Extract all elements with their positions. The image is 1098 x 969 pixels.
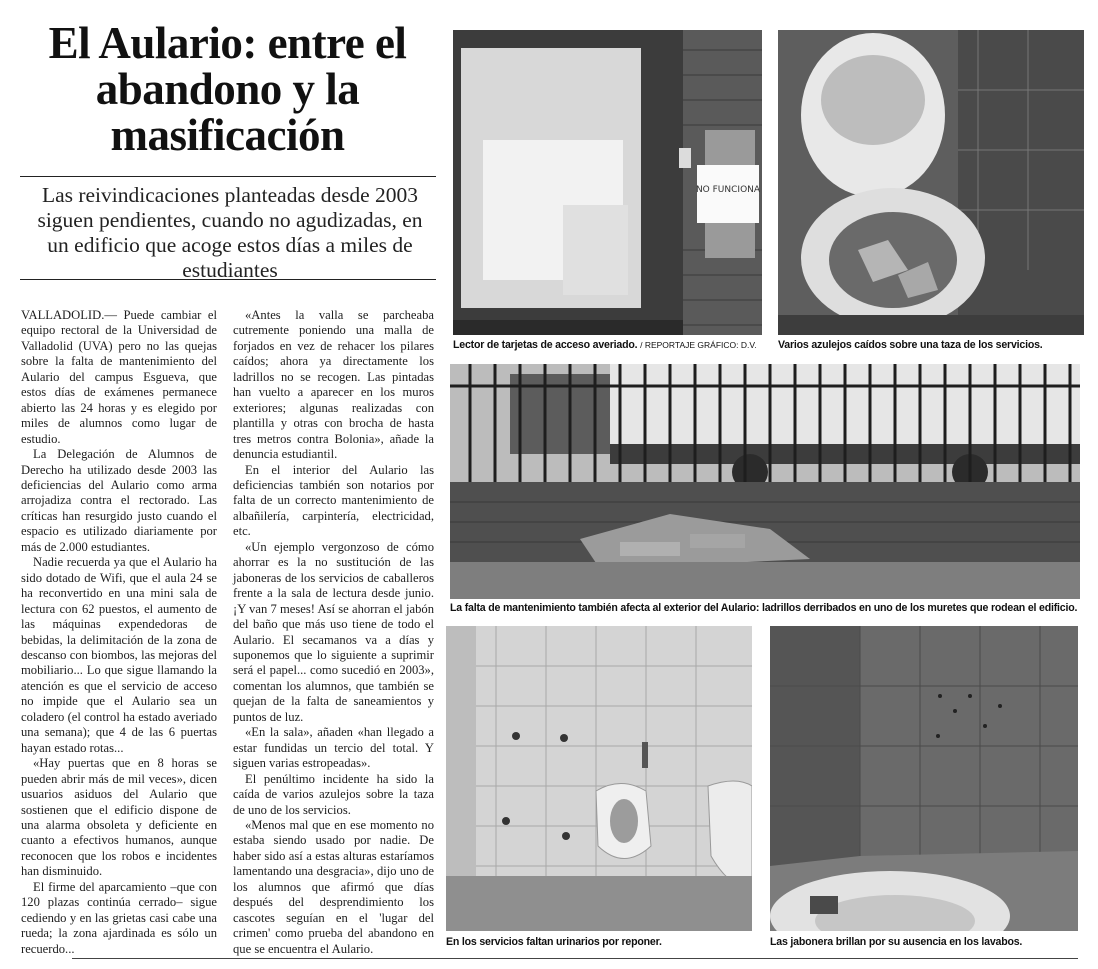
- sign-text: NO FUNCIONA: [695, 185, 761, 195]
- photo-fence-bricks: [450, 364, 1080, 599]
- paragraph: El firme del aparcamiento –que con 120 plazas continúa cerrado– sigue cediendo y en las grietas casi cabe una rueda; la zona ajardinada es sólo un recuerdo...: [21, 879, 217, 956]
- article-column-2: [233, 308, 434, 957]
- caption-text: Lector de tarjetas de acceso averiado.: [453, 339, 638, 351]
- paragraph: «En la sala», añaden «han llegado a estar fundidas un tercio del total. Y siguen varias estropeadas».: [233, 725, 434, 771]
- caption-fence: La falta de mantenimiento también afecta al exterior del Aulario: ladrillos derribados en uno de los muretes que rodean el edificio.: [450, 602, 1078, 614]
- paragraph: «Antes la valla se parcheaba cutremente poniendo una malla de forjados en vez de rehacer los pilares caídos; ahora ya directamente los ladrillos no se recogen. Las pintadas han vuelto a aparecer en los muros exteriores; algunas realizadas con plantilla y otras con brocha de hasta tres metros contra Bolonia», añade la denuncia estudiantil.: [233, 308, 434, 462]
- subheadline: Las reivindicaciones planteadas desde 2003 siguen pendientes, cuando no agudizadas, en un edificio que acoge estos días a miles de estudiantes: [37, 183, 423, 282]
- paragraph: Nadie recuerda ya que el Aulario ha sido dotado de Wifi, que el aula 24 se ha reconvertido en una mini sala de lectura con 62 puestos, el aumento de las máquinas expendedoras de bebidas, la delimitación de la zona de descanso con biombos, las mejoras del mobiliario... Lo que sigue llamando la atención es que el servicio de acceso no impide que el Aulario sea un coladero (el control ha estado averiado una semana); que 4 de las 6 puertas hayan estado rotas...: [21, 555, 217, 755]
- headline-rule: [20, 176, 436, 177]
- bottom-rule: [72, 958, 1078, 959]
- photo-door-card-reader: [453, 30, 762, 335]
- paragraph: «Hay puertas que en 8 horas se pueden abrir más de mil veces», dicen usuarios asiduos del Aulario que sostienen que el edificio dispone de una alarma obsoleta y deficiente en cuanto a efectivos humanos, aunque reconocen que los robos e incidentes han disminuido.: [21, 756, 217, 879]
- paragraph: «Un ejemplo vergonzoso de cómo ahorrar es la no sustitución de las jaboneras de los servicios de caballeros frente a la sala de lectura desde junio. ¡Y van 7 meses! Así se ahorran el jabón del baño que más uso tiene de todo el Aulario. El secamanos va a días y suponemos que lo siguiente a suprimir será el papel... como sucedió en 2003», comentan los alumnos, que también se quejan de la falta de saneamientos y puntos de luz.: [233, 539, 434, 724]
- photo-credit: / REPORTAJE GRÁFICO: D.V.: [640, 340, 757, 350]
- caption-sink: Las jabonera brillan por su ausencia en los lavabos.: [770, 936, 1023, 948]
- paragraph: La Delegación de Alumnos de Derecho ha utilizado desde 2003 las deficiencias del Aulario como arma arrojadiza contra el rectorado. Las críticas han resurgido justo cuando el espacio es utilizado diariamente por más de 2.000 estudiantes.: [21, 447, 217, 554]
- article-column-1: [21, 308, 217, 957]
- paragraph: VALLADOLID.— Puede cambiar el equipo rectoral de la Universidad de Valladolid (UVA) pero no las quejas sobre la falta de mantenimiento del Aulario del campus Esgueva, que estos días de exámenes permanece abierto las 24 horas y es elegido por miles de alumnos como lugar de estudio.: [21, 308, 217, 446]
- paragraph: En el interior del Aulario las deficiencias también son notarios por falta de un correcto mantenimiento de albañilería, carpintería, electricidad, etc.: [233, 462, 434, 539]
- photo-sink: [770, 626, 1078, 931]
- paragraph: «Menos mal que en ese momento no estaba siendo usado por nadie. De haber sido así a estas alturas estaríamos lamentando una desgracia», dijo uno de los alumnos que afirmó que días después del desprendimiento los cascotes seguían en el 'lugar del crimen' como prueba del abandono en que se encuentra el Aulario.: [233, 817, 434, 956]
- caption-toilet: Varios azulejos caídos sobre una taza de los servicios.: [778, 339, 1043, 351]
- subheadline-rule: [20, 279, 436, 280]
- caption-door: [453, 339, 757, 352]
- photo-urinals: [446, 626, 752, 931]
- headline: El Aulario: entre el abandono y la masificación: [48, 18, 407, 160]
- photo-toilet-fallen-tiles: [778, 30, 1084, 335]
- paragraph: El penúltimo incidente ha sido la caída de varios azulejos sobre la taza de uno de los servicios.: [233, 771, 434, 817]
- caption-urinals: En los servicios faltan urinarios por reponer.: [446, 936, 662, 948]
